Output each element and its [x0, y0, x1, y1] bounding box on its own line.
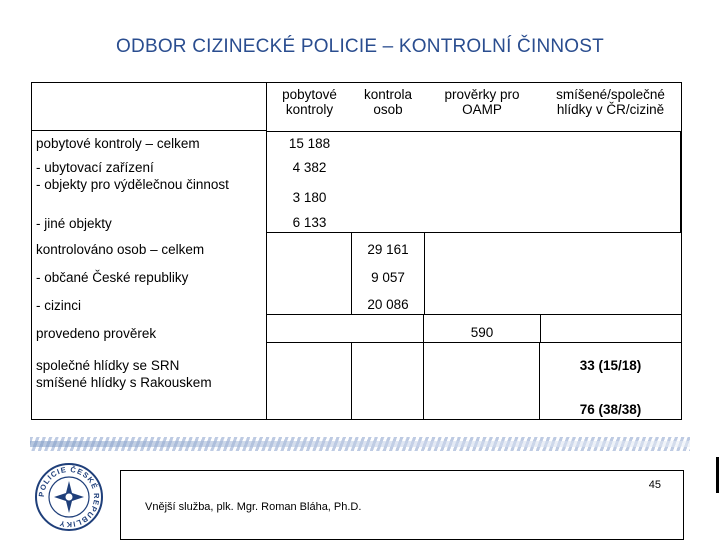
row-label-foreigners: - cizinci: [32, 287, 267, 315]
row-label-residence-total: pobytové kontroly – celkem: [32, 131, 267, 153]
row-label-joint-patrols-germany: společné hlídky se SRN: [32, 343, 267, 375]
empty-block-middle-right: [424, 233, 681, 315]
police-badge-logo: [33, 461, 105, 533]
empty-block-checks-right: [540, 315, 681, 343]
row-label-other-premises: - jiné objekty: [32, 207, 267, 233]
value-accommodation: 4 382: [292, 160, 327, 175]
empty-block-middle-left: [267, 233, 352, 315]
edge-mark: [716, 457, 719, 493]
value-foreigners: 20 086: [352, 287, 424, 315]
value-persons-total: 29 161: [367, 242, 409, 257]
value-mixed-patrols-austria: 76 (38/38): [579, 402, 642, 417]
row-label-accommodation: - ubytovací zařízení: [32, 153, 267, 177]
footer-box: [120, 470, 684, 540]
value-joint-patrols-germany: 33 (15/18): [579, 358, 642, 373]
empty-block-patrols-col3: [352, 343, 424, 419]
header-residence-checks: pobytové kontroly: [282, 87, 337, 117]
header-oamp-checks: prověrky pro OAMP: [444, 87, 520, 117]
header-joint-patrols: smíšené/společné hlídky v ČR/cizině: [556, 87, 665, 117]
page-number: 45: [648, 479, 661, 491]
control-activity-table: [31, 82, 682, 420]
empty-block-upper-right: [352, 131, 681, 233]
row-label-mixed-patrols-austria: smíšené hlídky s Rakouskem: [32, 375, 267, 419]
row-label-czech-citizens: - občané České republiky: [32, 259, 267, 287]
value-czech-citizens: 9 057: [371, 270, 405, 285]
empty-block-checks-left: [267, 315, 424, 343]
row-label-work-premises: - objekty pro výdělečnou činnost: [32, 177, 267, 207]
value-checks-done: 590: [424, 315, 540, 343]
header-person-checks: kontrola osob: [363, 87, 413, 117]
empty-block-patrols-col4: [424, 343, 540, 419]
value-other-premises: 6 133: [267, 207, 352, 233]
row-label-checks-done: provedeno prověrek: [32, 315, 267, 343]
header-corner: [32, 83, 267, 131]
svg-text:POLICIE ČESKÉ REPUBLIKY: POLICIE ČESKÉ REPUBLIKY: [36, 464, 102, 530]
footer-author: Vnější služba, plk. Mgr. Roman Bláha, Ph.D.: [145, 501, 362, 513]
value-work-premises: 3 180: [292, 190, 327, 205]
row-label-persons-total: kontrolováno osob – celkem: [32, 233, 267, 259]
empty-block-patrols-col2: [267, 343, 352, 419]
value-residence-total: 15 188: [267, 131, 352, 153]
decorative-stripe: [30, 437, 690, 451]
page-title: ODBOR CIZINECKÉ POLICIE – KONTROLNÍ ČINNOST: [116, 36, 604, 57]
